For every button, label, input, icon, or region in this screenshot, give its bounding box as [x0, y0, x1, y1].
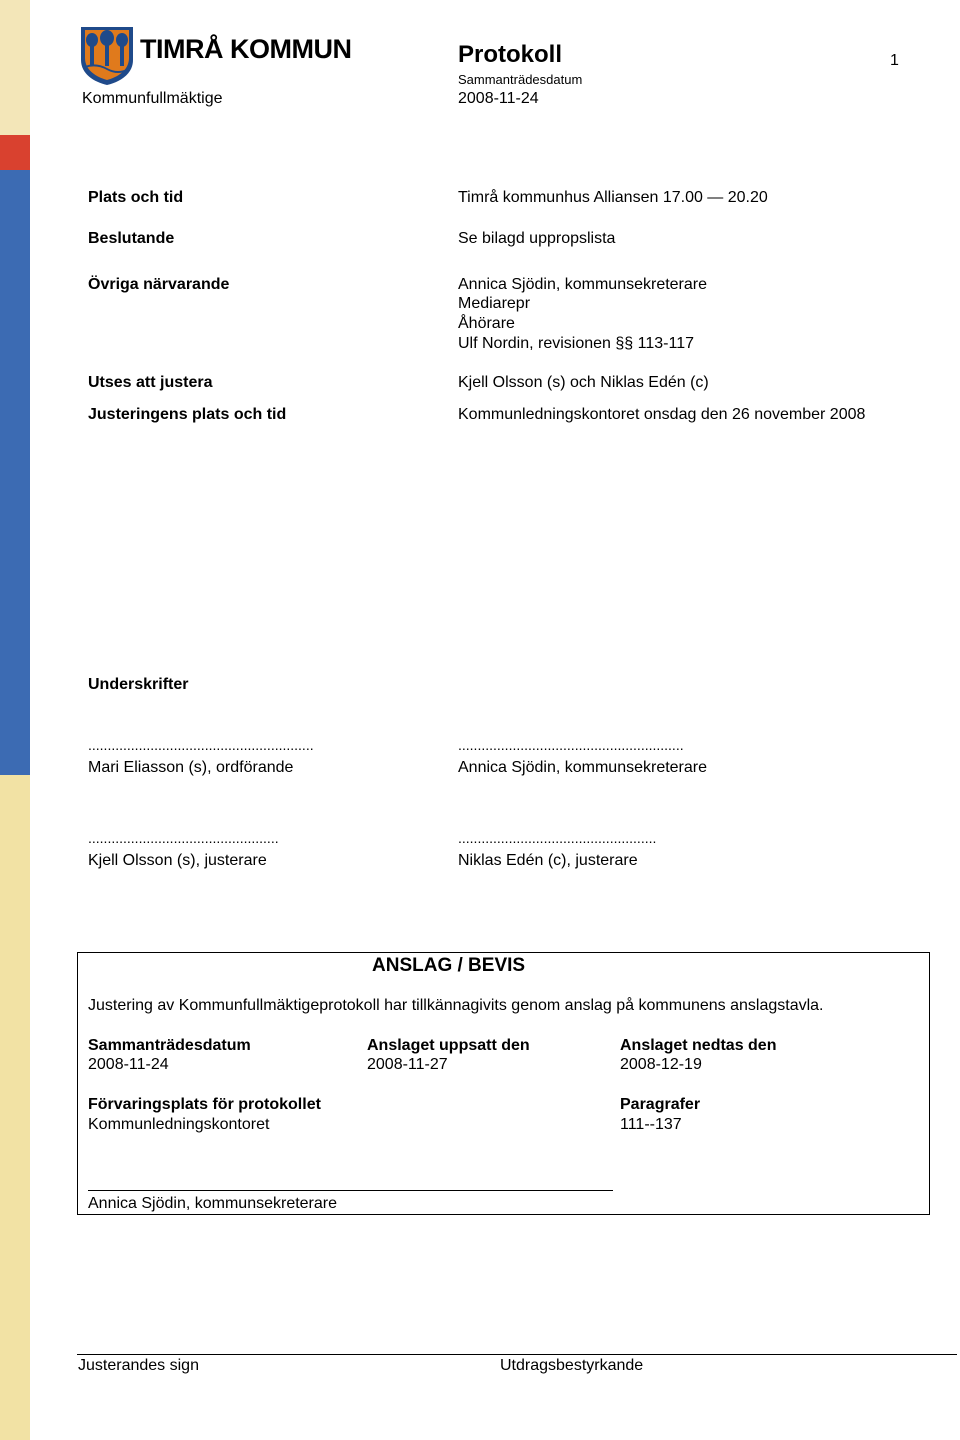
- anslag-text: Justering av Kommunfullmäktigeprotokoll har tillkännagivits genom anslag på kommunens anslagstavla.: [88, 997, 824, 1014]
- meeting-date-label: Sammanträdesdatum: [458, 72, 583, 87]
- anslag-posted-label: Anslaget uppsatt den: [367, 1037, 530, 1054]
- signer-adjuster-1: Kjell Olsson (s), justerare: [88, 852, 267, 869]
- signature-line: ...................................................: [458, 830, 657, 846]
- anslag-title: ANSLAG / BEVIS: [372, 955, 526, 976]
- others-item: Ulf Nordin, revisionen §§ 113-117: [458, 335, 694, 352]
- page-number: 1: [890, 52, 899, 69]
- municipality-logo: [78, 24, 136, 91]
- adjust-value: Kjell Olsson (s) och Niklas Edén (c): [458, 374, 709, 391]
- anslag-storage-label: Förvaringsplats för protokollet: [88, 1096, 321, 1113]
- anslag-posted-value: 2008-11-27: [367, 1056, 448, 1073]
- meeting-date: 2008-11-24: [458, 90, 539, 107]
- anslag-removed-value: 2008-12-19: [620, 1056, 702, 1073]
- anslag-storage-value: Kommunledningskontoret: [88, 1116, 270, 1133]
- others-item: Annica Sjödin, kommunsekreterare: [458, 276, 708, 293]
- footer-certification: Utdragsbestyrkande: [500, 1357, 644, 1374]
- anslag-date-label: Sammanträdesdatum: [88, 1037, 251, 1054]
- others-item: Mediarepr: [458, 295, 531, 312]
- footer-adjuster-sign: Justerandes sign: [78, 1357, 199, 1374]
- adjust-place-value: Kommunledningskontoret onsdag den 26 november 2008: [458, 406, 866, 423]
- signature-rule: [88, 1190, 613, 1191]
- others-label: Övriga närvarande: [88, 276, 230, 293]
- signatures-heading: Underskrifter: [88, 676, 189, 693]
- signature-line: ..........................................................: [88, 737, 314, 753]
- sidebar-stripe-cream: [0, 0, 30, 135]
- coat-of-arms-icon: [78, 24, 136, 86]
- document-title: Protokoll: [458, 41, 563, 68]
- sidebar-stripe-red: [0, 135, 30, 170]
- anslag-removed-label: Anslaget nedtas den: [620, 1037, 777, 1054]
- place-label: Plats och tid: [88, 189, 184, 206]
- anslag-paragraphs-label: Paragrafer: [620, 1096, 701, 1113]
- committee-name: Kommunfullmäktige: [82, 90, 223, 107]
- signer-adjuster-2: Niklas Edén (c), justerare: [458, 852, 638, 869]
- sidebar-stripe-blue: [0, 170, 30, 775]
- adjust-label: Utses att justera: [88, 374, 213, 391]
- place-value: Timrå kommunhus Alliansen 17.00 — 20.20: [458, 189, 768, 206]
- signer-chair: Mari Eliasson (s), ordförande: [88, 759, 294, 776]
- logo-text: TIMRÅ KOMMUN: [140, 34, 352, 64]
- adjust-place-label: Justeringens plats och tid: [88, 406, 287, 423]
- signature-line: ..........................................................: [458, 737, 684, 753]
- anslag-signer: Annica Sjödin, kommunsekreterare: [88, 1195, 338, 1212]
- decision-value: Se bilagd uppropslista: [458, 230, 616, 247]
- anslag-box: [77, 952, 930, 1215]
- footer-rule: [77, 1354, 957, 1355]
- decision-label: Beslutande: [88, 230, 175, 247]
- sidebar-stripe-yellow: [0, 775, 30, 1440]
- others-item: Åhörare: [458, 315, 515, 332]
- signature-line: .................................................: [88, 830, 279, 846]
- anslag-paragraphs-value: 111--137: [620, 1116, 682, 1133]
- anslag-date-value: 2008-11-24: [88, 1056, 169, 1073]
- signer-secretary: Annica Sjödin, kommunsekreterare: [458, 759, 708, 776]
